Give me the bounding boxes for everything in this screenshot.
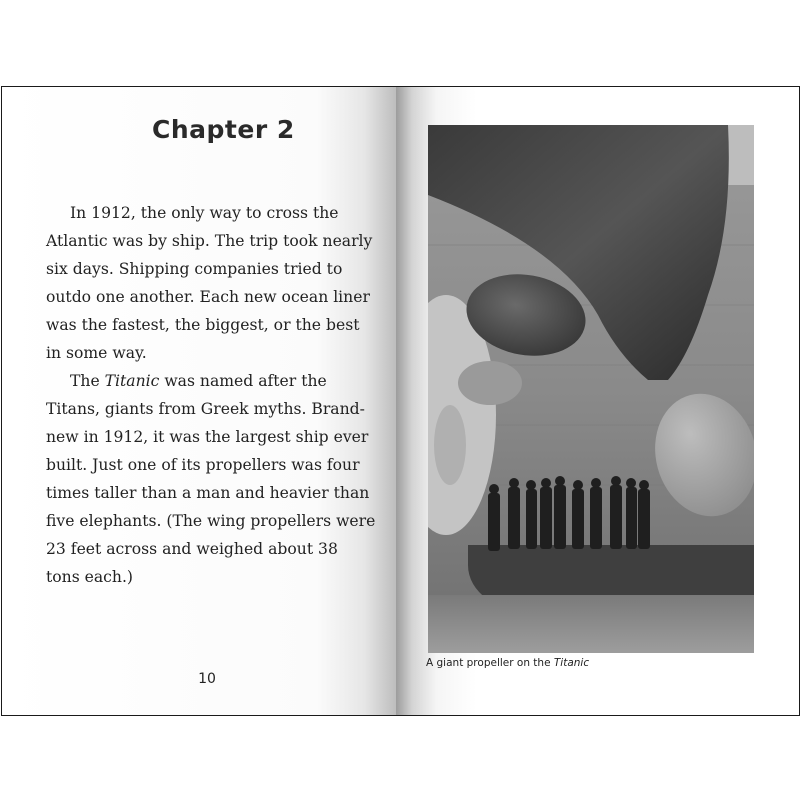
body-text [46, 199, 376, 591]
paragraph-1: In 1912, the only way to cross the Atlantic was by ship. The trip took nearly six days. Shipping companies tried to outdo one another. Each new ocean liner was the fastest, the biggest, or the best in some way. [46, 204, 373, 362]
paragraph-2-start: The [70, 372, 105, 390]
page-number: 10 [198, 671, 216, 687]
caption-ship-name: Titanic [553, 657, 590, 669]
open-book [1, 86, 800, 716]
ship-name: Titanic [104, 372, 160, 390]
photo-caption [426, 657, 756, 669]
left-page [2, 87, 396, 715]
propeller-photo-illustration [428, 125, 754, 653]
chapter-title: Chapter 2 [152, 115, 295, 144]
paragraph-2-rest: was named after the Titans, giants from Greek myths. Brand-new in 1912, it was the largest ship ever built. Just one of its propellers was four times taller than a man and heavier than five elephants. (The wing propellers were 23 feet across and weighed about 38 tons each.) [46, 372, 376, 586]
caption-text: A giant propeller on the [426, 657, 554, 669]
right-page [396, 87, 799, 715]
propeller-photo [428, 125, 754, 653]
paragraph-2 [46, 367, 376, 591]
